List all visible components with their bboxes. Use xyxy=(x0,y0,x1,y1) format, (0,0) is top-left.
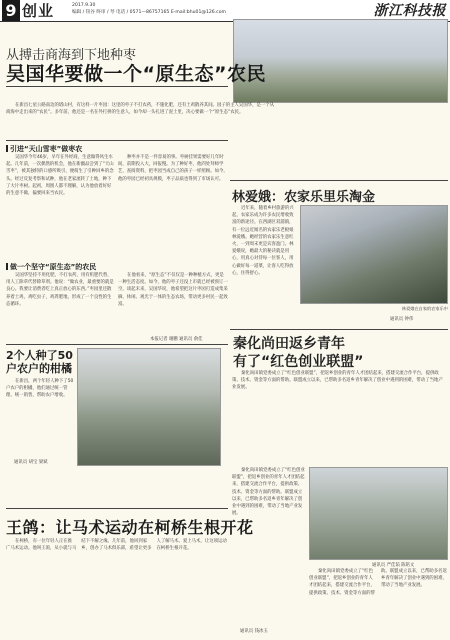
orchard-photo xyxy=(77,348,221,466)
paper-name: 浙江科技报 xyxy=(373,3,446,19)
section-title: 创业 xyxy=(22,2,55,20)
header-editor: 编辑 / 钮谷 终审 / 琴 xyxy=(72,9,115,15)
page-number: 9 xyxy=(2,0,20,21)
story1-subhead-1: 引进“天山雪枣”做枣农 xyxy=(6,144,82,154)
wang-top-rule xyxy=(6,508,228,509)
photo-caption: 林爱娥在自家的农家乐中 xyxy=(401,306,448,311)
story1-col1: 吴国华今年46岁，早年在外经商，生意做得风生水起。几年前，一次偶然的机会，他在新疆品尝到了“天山雪枣”，被其独特的口感所吸引，便萌生了引种回乡的念头。经过反复考察和试种，他在老家流转了土地，种下了大片枣树。起初，周围人都不理解，认为他放着好好的生意不做，偏要回来当农民。 xyxy=(6,155,114,197)
village-photo xyxy=(309,467,448,560)
sidebar-byline: 通讯员 钟伟 xyxy=(390,317,414,322)
story1-lead: 在新昌七星公路南边的塔山村，有这样一片枣园：这里的枣子不打农药，不施化肥，还有土鸡散养其间。园子的主人吴国华，是一个从商海中走出来的“农民”。多年前，他还是一名在外打拼的生意人，如今却一头扎进了泥土里，决心要做一个“原生态”农民。 xyxy=(6,103,275,116)
story1-col2: 种枣并不是一件容易的事。枣树挂果需要好几年时间，前期投入大，回报慢。为了种好枣，他四处拜师学艺，查阅资料，把枣园当成自己的孩子一样照顾。如今，他的枣园已经初具规模，枣子品质也得到了市场认可。 xyxy=(118,155,228,182)
two-top-rule xyxy=(6,344,228,345)
qin-text-3: 秦化尚田镇党委成立了“红色创业联盟”，把返乡创业的青年人才团结起来，搭建交流合作平台，提供政策、技术、资金等方面的帮助。联盟成立以来，已帮助多名返乡青年解决了创业中遇到的困难，带动了当地产业发展。 xyxy=(309,569,447,596)
header-email: E-mail:bhu01@126.com xyxy=(170,9,226,15)
two-people-byline: 通讯员 胡宝 梁斌 xyxy=(14,460,48,465)
qin-title-line1: 秦化尚田返乡青年 xyxy=(233,336,345,352)
header-date: 2017.9.30 xyxy=(72,3,96,8)
sidebar-text: 近年来，随着乡村旅游的兴起，农家乐成为许多农民增收致富的新途径。在西湖区双浦镇，有一位远近闻名的农家乐老板娘林爱娥。她经营的农家乐生意红火，一到周末更是宾客盈门。林爱娥说，她最大的秘诀就是用心，用真心对待每一位客人，用心做好每一道菜，让客人吃得放心，住得舒心。 xyxy=(232,206,294,276)
qin-text: 秦化尚田镇党委成立了“红色创业联盟”，把返乡创业的青年人才团结起来，搭建交流合作平台，提供政策、技术、资金等方面的帮助。联盟成立以来，已帮助多名返乡青年解决了创业中遇到的困难，带动了当地产业发展。 xyxy=(232,371,443,391)
title-rule xyxy=(6,86,228,87)
story1-col3: 吴国华坚持不用化肥，不打农药，用有机肥代替，用人工除草代替除草剂。他说：“做农业，最重要的就是良心。我要让消费者吃上真正放心的东西。”枣园里还散养着土鸡，鸡吃虫子，鸡粪肥地，形成了一个良性的生态循环。 xyxy=(6,273,114,307)
wang-title: 王鸽：让马术运动在柯桥生根开花 xyxy=(6,518,254,537)
sidebar-title: 林爱娥：农家乐里乐淘金 xyxy=(232,190,376,205)
two-people-text: 在新昌，两个年轻人种下了50户农户的柑橘，他们通过统一管理、统一销售，帮助农户增收。 xyxy=(6,379,74,399)
qin-byline: 通讯员 严佳茹 陈铭文 xyxy=(372,563,415,568)
wang-byline: 通讯员 钱冰玉 xyxy=(240,629,268,634)
sidebar-top-rule xyxy=(230,180,448,181)
qin-text-2: 秦化尚田镇党委成立了“红色创业联盟”，把返乡创业的青年人才团结起来，搭建交流合作平台，提供政策、技术、资金等方面的帮助。联盟成立以来，已帮助多名返乡青年解决了创业中遇到的困难，带动了当地产业发展。 xyxy=(232,468,305,517)
header-meta xyxy=(72,3,226,16)
story1-kicker: 从搏击商海到下地种枣 xyxy=(6,48,137,63)
qin-title-line2: 有了“红色创业联盟” xyxy=(233,354,364,370)
qin-top-rule xyxy=(230,329,448,330)
two-people-title: 2个人种了50户农户的柑橘 xyxy=(6,349,73,375)
lead-rule xyxy=(6,140,228,141)
wang-text: 在柯桥，有一位年轻人正在推广马术运动。他叫王鸽，从小就与马结下不解之缘。几年前，他回到家乡，创办了马术俱乐部，希望让更多人了解马术、爱上马术，让这项运动在柯桥生根开花。 xyxy=(6,539,227,552)
story1-subhead-2: 做一个坚守“原生态”的农民 xyxy=(6,262,96,272)
story1-byline: 本报记者 谢鹏 通讯员 俞佳 xyxy=(150,337,203,342)
story1-col4: 在他看来，“原生态”不仅仅是一种种植方式，更是一种生活态度。如今，他的枣子还没上市就已经被预订一空。谈起未来，吴国华说，他希望把这片枣园打造成集采摘、休闲、观光于一体的生态农场，带动更多村民一起致富。 xyxy=(118,273,228,307)
story1-title: 吴国华要做一个“原生态”农民 xyxy=(6,63,266,85)
header-phone: 电话 / 0571—86757165 xyxy=(116,9,170,15)
farmhouse-photo xyxy=(300,205,448,304)
